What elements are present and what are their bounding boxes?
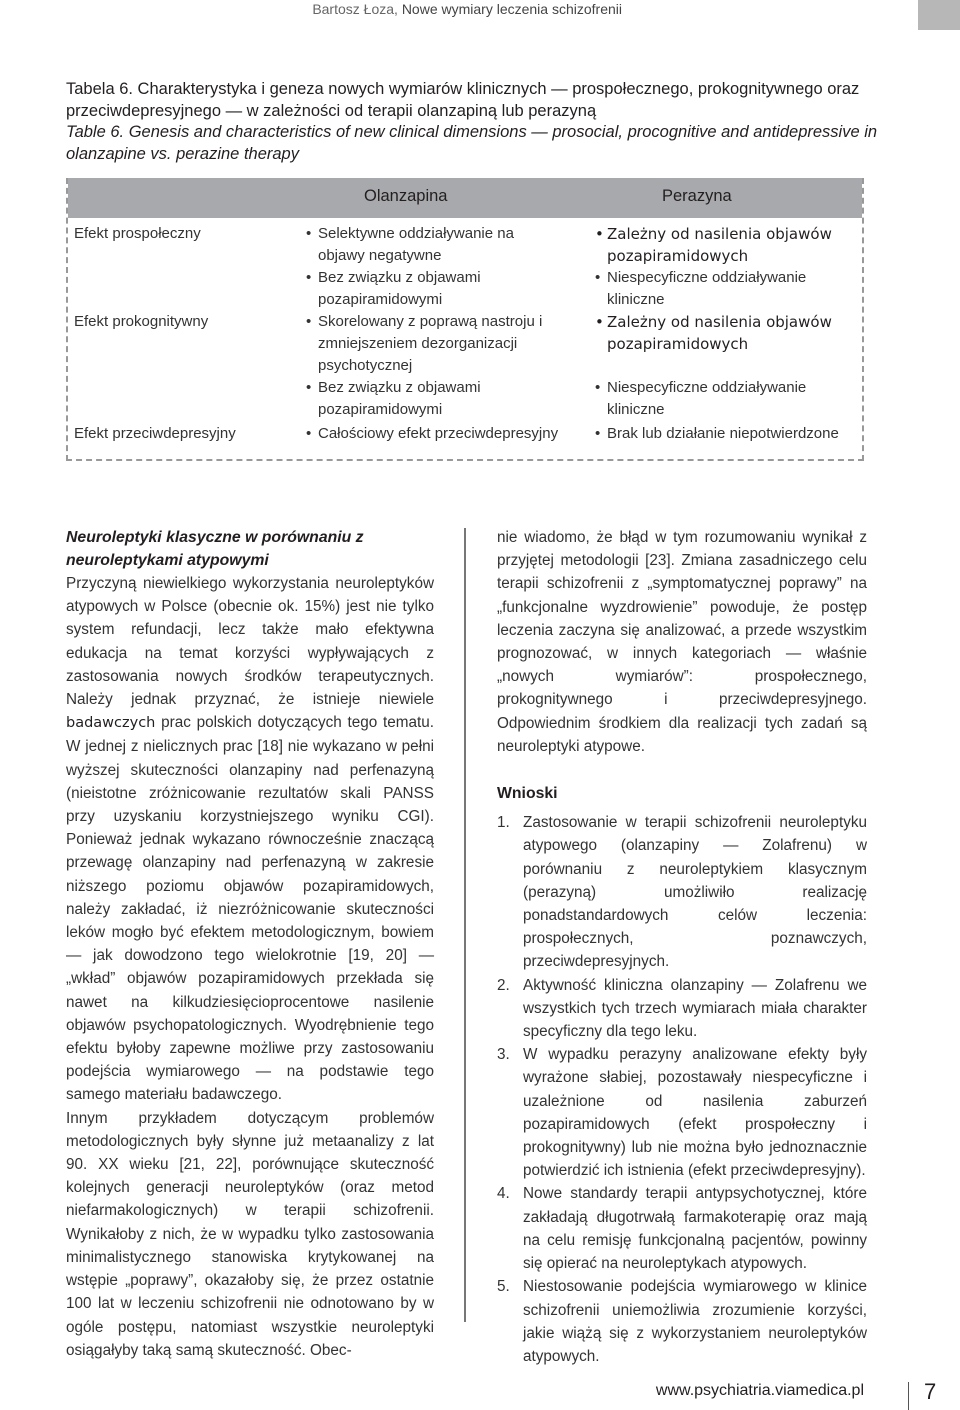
list-item-number: 5. bbox=[497, 1278, 510, 1296]
table-caption bbox=[66, 79, 896, 165]
journal-website: www.psychiatria.viamedica.pl bbox=[655, 1382, 864, 1399]
list-item bbox=[497, 1182, 867, 1275]
column-header-perazyna: Perazyna bbox=[662, 187, 732, 205]
list-item-number: 3. bbox=[497, 1046, 510, 1064]
row-label-antidepressive: Efekt przeciwdepresyjny bbox=[74, 425, 236, 442]
footer-divider bbox=[908, 1382, 909, 1410]
perazyna-procognitive-1: • Zależny od nasilenia objawów pozapiramidowych bbox=[607, 311, 857, 355]
left-column bbox=[66, 526, 434, 1362]
column-divider bbox=[464, 528, 466, 1322]
row-label-procognitive: Efekt prokognitywny bbox=[74, 313, 209, 330]
list-item bbox=[497, 1275, 867, 1368]
running-header-title: Nowe wymiary leczenia schizofrenii bbox=[401, 1, 622, 17]
page-footer bbox=[0, 1370, 960, 1410]
running-header bbox=[0, 0, 960, 30]
list-item-text: Aktywność kliniczna olanzapiny — Zolafrenu we wszystkich tych trzech wymiarach miała charakter specyficzny dla tego leku. bbox=[523, 976, 867, 1041]
perazyna-procognitive-2: • Niespecyficzne oddziaływanie kliniczne bbox=[607, 377, 857, 421]
table-header-row bbox=[68, 178, 862, 218]
paragraph-1-emphasis: badawczych bbox=[66, 715, 156, 732]
perazyna-prosocial-2: • Niespecyficzne oddziaływanie kliniczne bbox=[607, 267, 857, 311]
list-item-number: 4. bbox=[497, 1185, 510, 1203]
running-header-text bbox=[312, 1, 622, 17]
list-item bbox=[497, 811, 867, 973]
conclusions-list bbox=[497, 811, 867, 1368]
row-label-prosocial: Efekt prospołeczny bbox=[74, 225, 201, 242]
olanzapina-procognitive-1: • Skorelowany z poprawą nastroju i zmniejszeniem dezorganizacji psychotycznej bbox=[318, 311, 558, 377]
paragraph-1-part-b: prac polskich dotyczących tego tematu. W jednej z nielicznych prac [18] nie wykazano w pełni wyższej skuteczności olanzapiny nad perfenazyną (nieistotne zróżnicowanie rezultatów skali PANSS przy uzyskaniu korzystniejszego wyniku CGI). Ponieważ jednak wykazano równocześnie znaczącą przewagę olanzapiny nad perfenazyną w zakresie niższego poziomu objawów pozapiramidowych, należy zakładać, iż niezróżnicowanie skuteczności leków mogło być efektem metodologicznym, bowiem — jak dowodzono tego wielokrotnie [19, 20] — „wkład” objawów pozapiramidowych przekłada się nawet na kilkudziesięcioprocentowe nasilenie objawów psychopatologicznych. Wyodrębnienie tego efektu byłoby zapewne możliwe przy zastosowaniu podejścia wymiarowego — na podstawie tego samego materiału badawczego. bbox=[66, 714, 434, 1104]
olanzapina-procognitive-2: • Bez związku z objawami pozapiramidowymi bbox=[318, 377, 558, 421]
table-caption-en: Table 6. Genesis and characteristics of new clinical dimensions — prosocial, procognitive and antidepressive in olanzapine vs. perazine therapy bbox=[66, 123, 878, 163]
paragraph-1 bbox=[66, 572, 434, 1107]
olanzapina-antidepressive-1: • Całościowy efekt przeciwdepresyjny bbox=[318, 423, 598, 445]
list-item-number: 1. bbox=[497, 814, 510, 832]
list-item-text: W wypadku perazyny analizowane efekty były wyrażone słabiej, pozostawały niespecyficzne i uzależnione od nasilenia zaburzeń pozapiramidowych (efekt prospołeczny i prokognitywny) lub nie można było jednoznacznie potwierdzić ich istnienia (efekt przeciwdepresyjny). bbox=[523, 1046, 867, 1180]
list-item-text: Niestosowanie podejścia wymiarowego w klinice schizofrenii uniemożliwia zrozumienie korzyści, jakie wiążą się z wykorzystaniem neuroleptyków atypowych. bbox=[523, 1278, 867, 1365]
conclusions-heading: Wnioski bbox=[497, 785, 558, 803]
perazyna-antidepressive-1: • Brak lub działanie niepotwierdzone bbox=[607, 423, 862, 445]
table-caption-pl: Tabela 6. Charakterystyka i geneza nowych wymiarów klinicznych — prospołecznego, prokognitywnego oraz przeciwdepresyjnego — w zależności od terapii olanzapiną lub perazyną bbox=[66, 80, 860, 120]
list-item bbox=[497, 1043, 867, 1182]
olanzapina-prosocial-2: • Bez związku z objawami pozapiramidowymi bbox=[318, 267, 558, 311]
paragraph-continuation: nie wiadomo, że błąd w tym rozumowaniu wynikał z przyjętej metodologii [23]. Zmiana zasadniczego celu terapii schizofrenii z „symptomatycznej poprawy” na „funkcjonalne wyzdrowienie” powoduje, że postęp leczenia zaczyna się analizować, a przede wszystkim prognozować, w innych kategoriach — właśnie „nowych wymiarów”: prospołecznego, prokognitywnego i przeciwdepresyjnego. Odpowiednim środkiem dla realizacji tych zadań są neuroleptyki atypowe. bbox=[497, 529, 867, 755]
perazyna-prosocial-1: • Zależny od nasilenia objawów pozapiramidowych bbox=[607, 223, 857, 267]
list-item bbox=[497, 974, 867, 1044]
olanzapina-prosocial-1: • Selektywne oddziaływanie na objawy negatywne bbox=[318, 223, 558, 267]
column-header-olanzapina: Olanzapina bbox=[364, 187, 448, 205]
list-item-text: Zastosowanie w terapii schizofrenii neuroleptyku atypowego (olanzapiny — Zolafrenu) w porównaniu z neuroleptykiem klasycznym (perazyną) umożliwiło realizację ponadstandardowych celów leczenia: prospołecznych, poznawczych, przeciwdepresyjnych. bbox=[523, 814, 867, 971]
section-heading: Neuroleptyki klasyczne w porównaniu z neuroleptykami atypowymi bbox=[66, 529, 364, 569]
table-6 bbox=[66, 178, 864, 461]
running-header-author: Bartosz Łoza, bbox=[312, 1, 402, 17]
right-column bbox=[497, 526, 867, 1368]
list-item-number: 2. bbox=[497, 976, 510, 994]
paragraph-2: Innym przykładem dotyczącym problemów metodologicznych były słynne już metaanalizy z lat 90. XX wieku [21, 22], porównujące skuteczność kolejnych generacji neuroleptyków (oraz metod niefarmakologicznych) w terapii schizofrenii. Wynikałoby z nich, że w wypadku tylko zastosowania minimalistycznego stanowiska krytykowanej na wstępie „poprawy”, okazałoby się, że przez ostatnie 100 lat w leczeniu schizofrenii nie odnotowano by w ogóle postępu, natomiast wszystkie neuroleptyki osiągałyby taką samą skuteczność. Obec- bbox=[66, 1109, 434, 1359]
header-tab-bar bbox=[918, 0, 960, 30]
list-item-text: Nowe standardy terapii antypsychotycznej, które zakładają długotrwałą farmakoterapię oraz mają na celu remisję funkcjonalną pacjentów, powinny się opierać na neuroleptykach atypowych. bbox=[523, 1185, 867, 1273]
page-number: 7 bbox=[924, 1379, 937, 1404]
paragraph-1-part-a: Przyczyną niewielkiego wykorzystania neuroleptyków atypowych w Polsce (obecnie ok. 15%) jest nie tylko system refundacji, lecz także mało efektywna edukacja na temat korzyści wypływających z zastosowania nowych środków terapeutycznych. Należy jednak przyznać, że istnieje niewiele bbox=[66, 575, 434, 709]
